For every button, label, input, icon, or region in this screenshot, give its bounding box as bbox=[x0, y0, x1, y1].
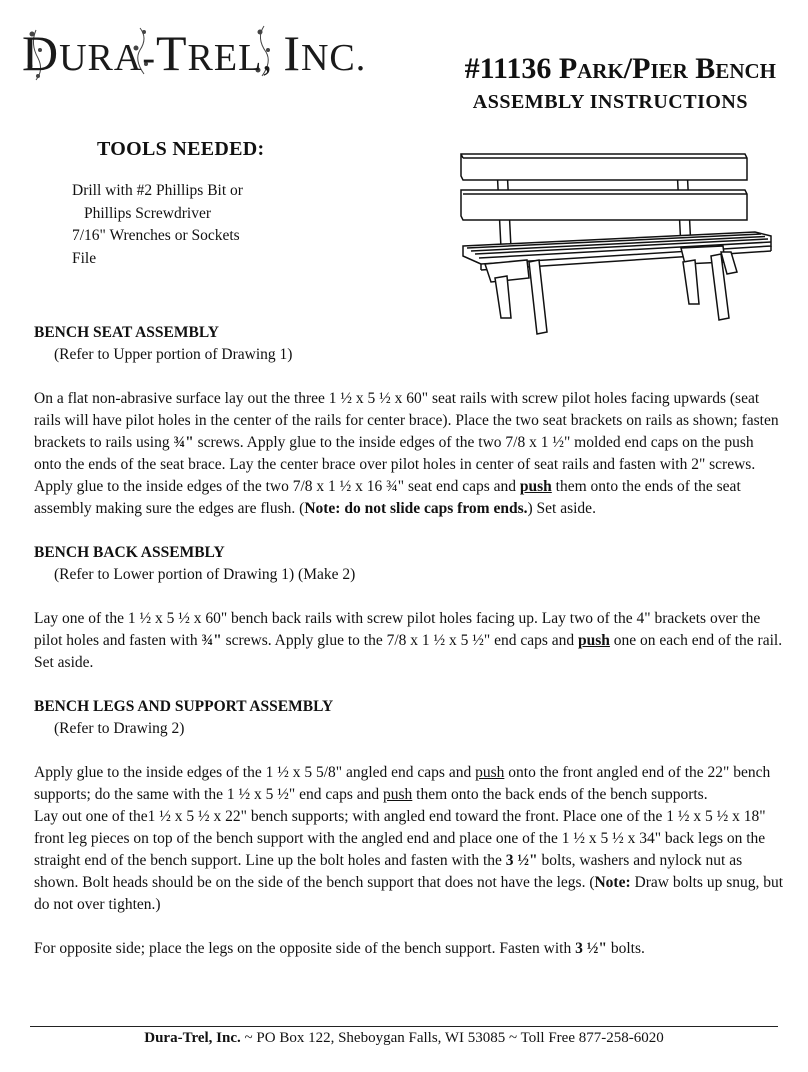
bold-text: 3 ½" bbox=[505, 852, 538, 869]
bold-text: ¾" bbox=[201, 632, 222, 649]
document-subtitle: ASSEMBLY INSTRUCTIONS bbox=[472, 91, 748, 113]
underlined-text: push bbox=[475, 764, 505, 781]
text: ) Set aside. bbox=[527, 500, 596, 517]
logo-letters: URA- bbox=[59, 37, 156, 79]
section-reference: (Refer to Upper portion of Drawing 1) bbox=[54, 346, 293, 363]
document-title: #11136 Park/Pier Bench bbox=[464, 52, 776, 85]
underlined-text: push bbox=[383, 786, 413, 803]
section-reference: (Refer to Lower portion of Drawing 1) (Make 2) bbox=[54, 566, 356, 583]
legs-instructions bbox=[34, 762, 784, 806]
text: screws. Apply glue to the 7/8 x 1 ½ x 5 ½" end caps and bbox=[221, 632, 579, 649]
text: Lay one of the 1 ½ x 5 ½ x 60" bench back rails with screw pilot holes facing up. Lay two of the 4" brackets over the pilot holes and fasten with bbox=[34, 610, 761, 649]
bold-text: 3 ½" bbox=[575, 940, 607, 957]
emphasis-text: push bbox=[519, 478, 552, 495]
text: For opposite side; place the legs on the opposite side of the bench support. Fasten with bbox=[34, 940, 576, 957]
emphasis-text: push bbox=[578, 632, 610, 649]
bench-illustration bbox=[455, 148, 775, 338]
section-heading-seat: BENCH SEAT ASSEMBLY bbox=[34, 324, 219, 341]
text: Apply glue to the inside edges of the 1 ½ x 5 5/8" angled end caps and bbox=[34, 764, 476, 781]
tool-item: Drill with #2 Phillips Bit or bbox=[72, 182, 243, 199]
back-instructions bbox=[34, 608, 784, 674]
logo-text bbox=[22, 24, 366, 82]
text: them onto the back ends of the bench supports. bbox=[412, 786, 708, 803]
text: On a flat non-abrasive surface lay out the three 1 ½ x 5 ½ x 60" seat rails with screw pilot holes facing upwards (seat rails will have pilot holes in the center of the rails for center brace). Place the two seat brackets on rails as shown; fasten brackets to rails using bbox=[34, 390, 779, 451]
tool-item: File bbox=[72, 249, 97, 267]
text: onto the front angled end of the 22" bench supports; do the same with the 1 ½ x 5 ½" end caps and bbox=[34, 764, 771, 803]
text: them onto the ends of the seat assembly making sure the edges are flush. ( bbox=[34, 478, 741, 517]
bold-text: ¾" bbox=[173, 434, 194, 451]
note-text: Note: bbox=[594, 874, 631, 891]
instructions-body bbox=[34, 322, 784, 960]
footer-contact: ~ PO Box 122, Sheboygan Falls, WI 53085 ~ Toll Free 877-258-6020 bbox=[240, 1030, 664, 1046]
tool-item: 7/16" Wrenches or Sockets bbox=[72, 227, 240, 244]
opposite-side-instructions bbox=[34, 938, 784, 960]
text: Lay out one of the1 ½ x 5 ½ x 22" bench supports; with angled end toward the front. Place one of the 1 ½ x 5 ½ x 18" front leg pieces on top of the bench support with the angled end and place one of the 1 ½ x 5 ½ x 34" back legs on the straight end of the bench support. Line up the bolt holes and fasten with the bbox=[34, 808, 766, 869]
note-text: Note: do not slide caps from ends. bbox=[304, 500, 528, 517]
tool-item: Phillips Screwdriver bbox=[84, 204, 211, 222]
footer-divider bbox=[30, 1026, 778, 1027]
company-logo bbox=[22, 20, 367, 81]
logo-letter: I bbox=[283, 25, 301, 81]
tools-heading: TOOLS NEEDED: bbox=[97, 138, 265, 160]
legs-instructions-2 bbox=[34, 806, 784, 916]
section-reference: (Refer to Drawing 2) bbox=[54, 720, 185, 737]
footer-company: Dura-Trel, Inc. bbox=[144, 1030, 241, 1046]
seat-instructions bbox=[34, 388, 784, 520]
section-heading-legs: BENCH LEGS AND SUPPORT ASSEMBLY bbox=[34, 698, 334, 715]
logo-letter: D bbox=[22, 25, 60, 81]
text: Draw bolts up snug, but do not over tighten.) bbox=[34, 874, 784, 913]
text: bolts, washers and nylock nut as shown. Bolt heads should be on the side of the bench support that does not have the legs. ( bbox=[34, 852, 743, 891]
logo-letter: T bbox=[156, 25, 188, 81]
text: one on each end of the rail. Set aside. bbox=[34, 632, 783, 671]
footer bbox=[0, 1030, 808, 1047]
tools-list bbox=[72, 180, 243, 270]
section-heading-back: BENCH BACK ASSEMBLY bbox=[34, 544, 225, 561]
logo-letters: NC. bbox=[300, 37, 367, 79]
text: bolts. bbox=[606, 940, 645, 957]
text: screws. Apply glue to the inside edges of the two 7/8 x 1 ½" molded end caps on the push onto the ends of the seat brace. Lay the center brace over pilot holes in center of seat rails and fasten with 2" screws. Apply glue to the inside edges of the two 7/8 x 1 ½ x 16 ¾" seat end caps and bbox=[34, 434, 756, 495]
logo-letters: REL, bbox=[187, 37, 284, 79]
